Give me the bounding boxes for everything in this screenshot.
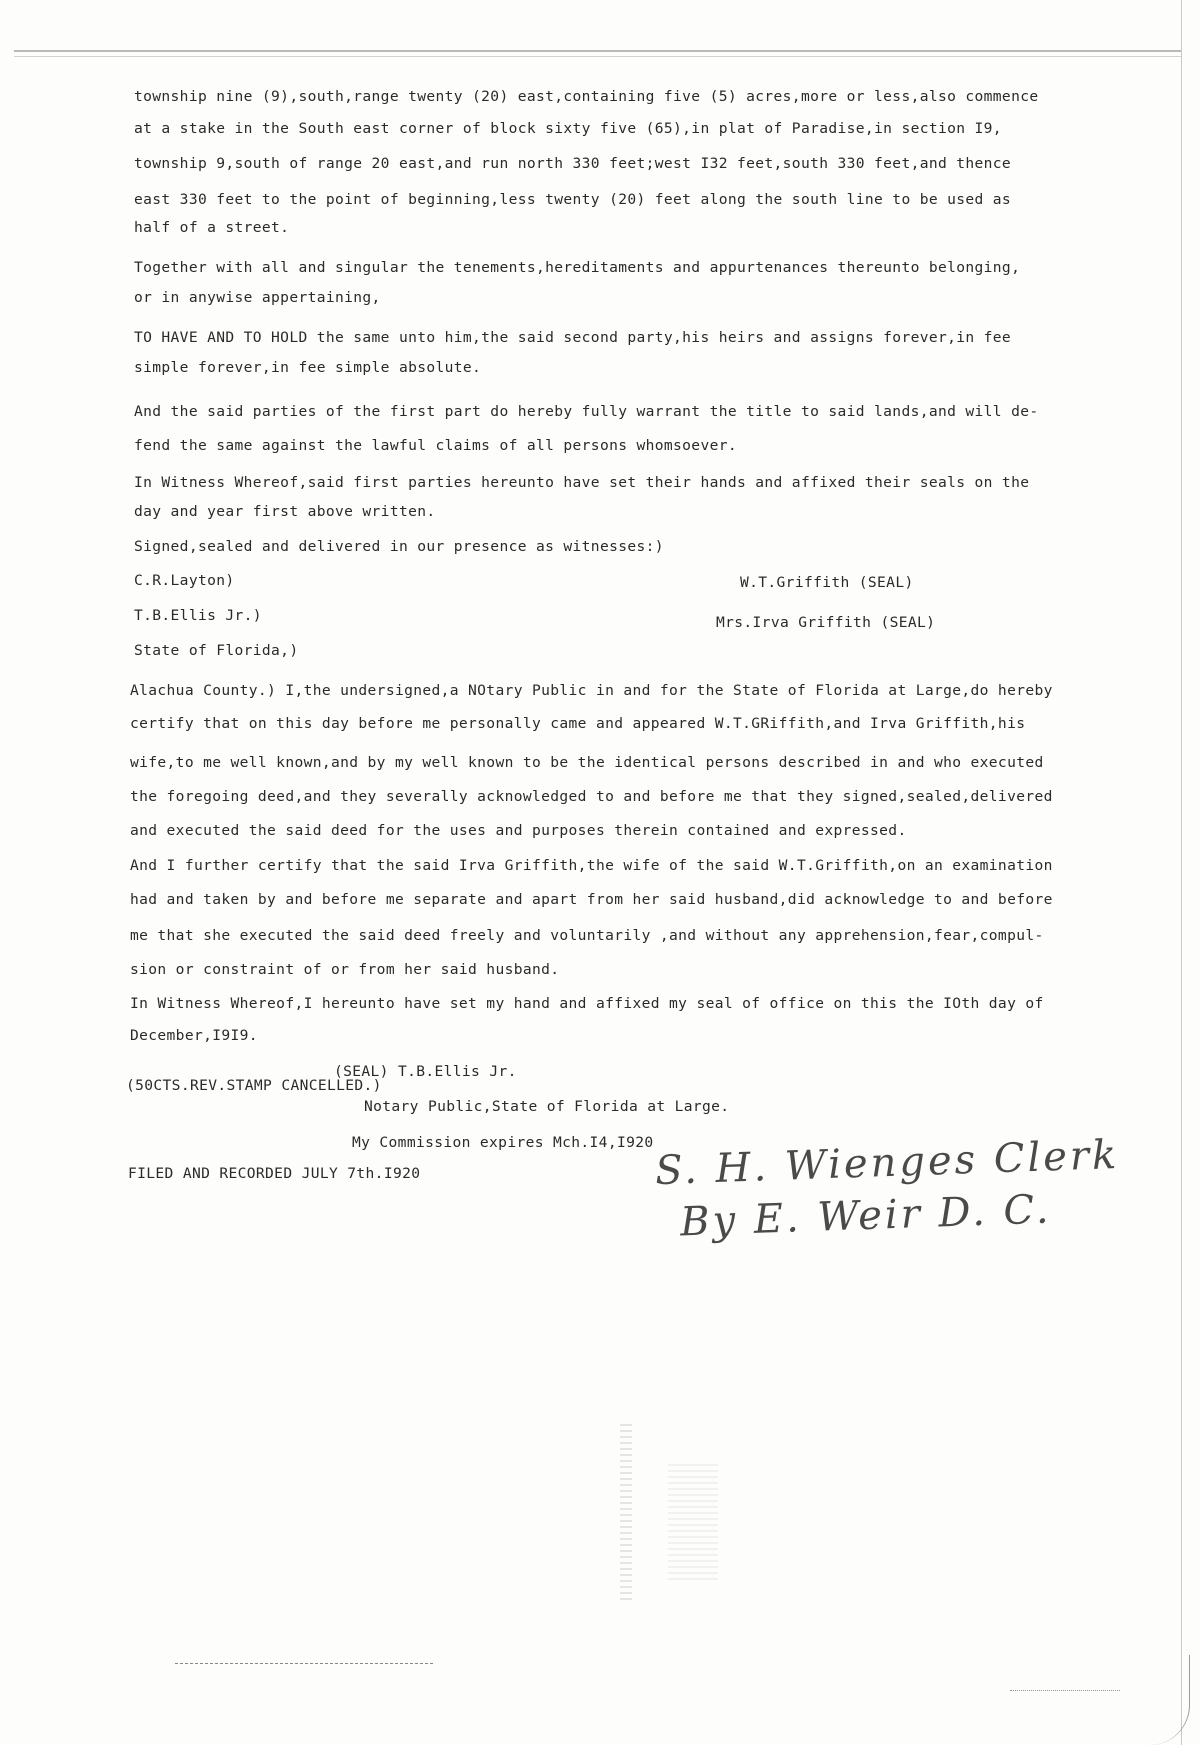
deed-line-6: Together with all and singular the tenements,hereditaments and appurtenances thereunto belonging, <box>134 259 1021 276</box>
ack-line-8: had and taken by and before me separate and apart from her said husband,did acknowledge to and before <box>130 891 1053 908</box>
notary-seal-line: (SEAL) T.B.Ellis Jr. <box>334 1063 517 1080</box>
deed-line-14: Signed,sealed and delivered in our presence as witnesses:) <box>134 538 664 555</box>
page-corner-curl <box>1149 1655 1190 1745</box>
revenue-stamp-note: (50CTS.REV.STAMP CANCELLED.) <box>126 1077 382 1094</box>
ack-line-4: wife,to me well known,and by my well known to be the identical persons described in and who executed <box>130 754 1044 771</box>
ack-line-9: me that she executed the said deed freely and voluntarily ,and without any apprehension,fear,compul- <box>130 927 1044 944</box>
ack-line-10: sion or constraint of or from her said husband. <box>130 961 560 978</box>
deed-line-10: And the said parties of the first part do hereby fully warrant the title to said lands,and will de- <box>134 403 1039 420</box>
deed-line-5: half of a street. <box>134 219 290 236</box>
page-right-edge <box>1181 0 1182 1745</box>
deed-line-4: east 330 feet to the point of beginning,less twenty (20) feet along the south line to be used as <box>134 191 1012 208</box>
deed-line-1: township nine (9),south,range twenty (20) east,containing five (5) acres,more or less,also commence <box>134 88 1039 105</box>
ack-line-11: In Witness Whereof,I hereunto have set my hand and affixed my seal of office on this the IOth day of <box>130 995 1044 1012</box>
deed-line-7: or in anywise appertaining, <box>134 289 381 306</box>
filed-recorded: FILED AND RECORDED JULY 7th.I920 <box>128 1165 421 1182</box>
deed-line-9: simple forever,in fee simple absolute. <box>134 359 482 376</box>
clerk-signature: S. H. Wienges Clerk <box>654 1131 1120 1195</box>
signer-2: Mrs.Irva Griffith (SEAL) <box>716 614 936 631</box>
scan-artifact <box>620 1420 632 1600</box>
ack-line-5: the foregoing deed,and they severally acknowledged to and before me that they signed,sealed,delivered <box>130 788 1053 805</box>
scan-artifact <box>668 1460 718 1580</box>
dotted-rule <box>1010 1690 1120 1691</box>
ack-line-6: and executed the said deed for the uses and purposes therein contained and expressed. <box>130 822 907 839</box>
ack-line-2: Alachua County.) I,the undersigned,a NOtary Public in and for the State of Florida at Large,do hereby <box>130 682 1053 699</box>
deed-line-12: In Witness Whereof,said first parties hereunto have set their hands and affixed their seals on the <box>134 474 1030 491</box>
ack-line-1: State of Florida,) <box>134 642 299 659</box>
deed-line-8: TO HAVE AND TO HOLD the same unto him,the said second party,his heirs and assigns forever,in fee <box>134 329 1012 346</box>
signer-1: W.T.Griffith (SEAL) <box>740 574 914 591</box>
dashed-rule <box>175 1663 433 1664</box>
witness-1: C.R.Layton) <box>134 572 235 589</box>
ack-line-12: December,I9I9. <box>130 1027 258 1044</box>
witness-2: T.B.Ellis Jr.) <box>134 607 262 624</box>
deed-line-2: at a stake in the South east corner of block sixty five (65),in plat of Paradise,in section I9, <box>134 120 1002 137</box>
ack-line-3: certify that on this day before me personally came and appeared W.T.GRiffith,and Irva Griffith,his <box>130 715 1026 732</box>
deputy-clerk-signature: By E. Weir D. C. <box>679 1186 1053 1246</box>
deed-line-3: township 9,south of range 20 east,and run north 330 feet;west I32 feet,south 330 feet,and thence <box>134 155 1012 172</box>
ack-line-7: And I further certify that the said Irva Griffith,the wife of the said W.T.Griffith,on an examination <box>130 857 1053 874</box>
top-rule <box>14 50 1182 52</box>
top-rule-secondary <box>14 56 1182 57</box>
notary-title: Notary Public,State of Florida at Large. <box>364 1098 730 1115</box>
notary-commission: My Commission expires Mch.I4,I920 <box>352 1134 654 1151</box>
deed-line-11: fend the same against the lawful claims of all persons whomsoever. <box>134 437 737 454</box>
deed-line-13: day and year first above written. <box>134 503 436 520</box>
